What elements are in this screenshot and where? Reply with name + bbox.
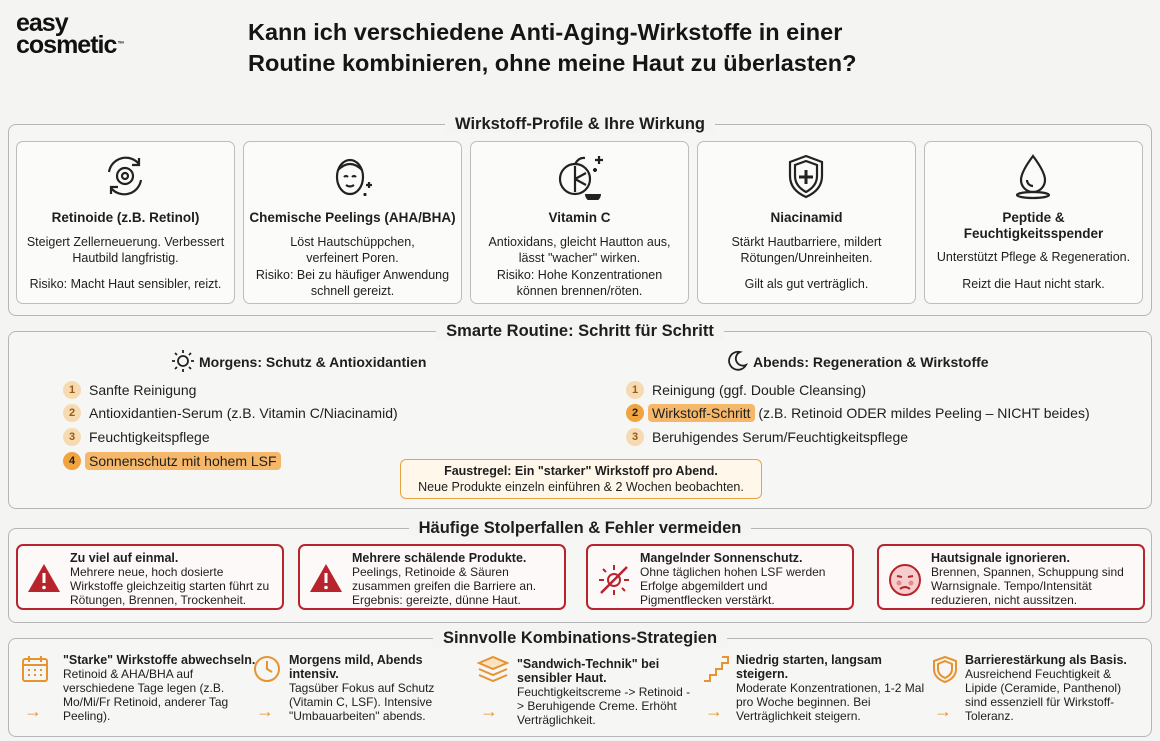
warning-icon (26, 562, 62, 594)
water-drop-icon (1009, 152, 1057, 200)
profile-risk: Reizt die Haut nicht stark. (962, 277, 1105, 291)
morning-heading: Morgens: Schutz & Antioxidantien (199, 353, 426, 371)
strategies-title: Sinnvolle Kombinations-Strategien (9, 628, 1151, 648)
profile-name: Vitamin C (548, 210, 611, 225)
profiles-section (8, 115, 1152, 316)
profile-risk: Risiko: Bei zu häufiger Anwendung schnell gereizt. (255, 268, 450, 298)
strategies-section (8, 629, 1152, 737)
sun-icon (171, 349, 195, 373)
profile-card-peptide (924, 141, 1143, 304)
pitfall-card: Zu viel auf einmal. Mehrere neue, hoch dosierte Wirkstoffe gleichzeitig starten führt zu Rötungen, Brennen, Trockenheit. (16, 544, 284, 610)
profiles-title: Wirkstoff-Profile & Ihre Wirkung (9, 114, 1151, 134)
evening-heading: Abends: Regeneration & Wirkstoffe (753, 353, 989, 371)
profile-risk: Risiko: Macht Haut sensibler, reizt. (29, 277, 222, 291)
warning-icon (308, 562, 344, 594)
profile-name: Niacinamid (770, 210, 843, 225)
strategy-item: → Morgens mild, Abends intensiv. Tagsüber Fokus auf Schutz (Vitamin C, LSF). Intensive "Umbauarbeiten" abends. (253, 653, 468, 733)
brand-logo (16, 9, 166, 59)
pitfalls-section (8, 519, 1152, 623)
citrus-icon (555, 152, 607, 200)
retinol-renewal-icon (101, 152, 149, 200)
arrow-icon: → (256, 701, 274, 721)
shield-plus-icon (782, 152, 830, 200)
brand-line2: cosmetic™ (16, 31, 125, 59)
pitfall-card: Mehrere schälende Produkte. Peelings, Retinoide & Säuren zusammen greifen die Barriere an. Ergebnis: gereizte, dünne Haut. (298, 544, 566, 610)
strategy-item: → "Sandwich-Technik" bei sensibler Haut. Feuchtigkeitscreme -> Retinoid -> Beruhigende Creme. Erhöht Verträglichkeit. (477, 653, 697, 733)
pitfall-card: Hautsignale ignorieren. Brennen, Spannen, Schuppung sind Warnsignale. Tempo/Intensität reduzieren, nicht aussitzen. (877, 544, 1145, 610)
profile-desc: Steigert Zellerneuerung. Verbessert Hautbild langfristig. (26, 235, 225, 265)
profile-card-niacinamid (697, 141, 916, 304)
profile-risk: Gilt als gut verträglich. (744, 277, 869, 291)
face-sparkle-icon (328, 152, 376, 200)
profile-card-vitamin-c (470, 141, 689, 304)
stairs-icon (702, 655, 732, 683)
profile-desc: Löst Hautschüppchen, verfeinert Poren. (290, 235, 415, 265)
profile-name: Chemische Peelings (AHA/BHA) (249, 210, 456, 225)
strategy-item: → "Starke" Wirkstoffe abwechseln. Retinoid & AHA/BHA auf verschiedene Tage legen (z.B. Mo/Mi/Fr Retinoid, anderer Tag Peeling). (21, 653, 251, 733)
routine-section: Smarte Routine: Schritt für Schritt Morgens: Schutz & Antioxidantien 1 Sanfte Reinigung 2 Antioxidantien-Serum (z.B. Vitamin C/Niacinamid) 3 Feuchtigkeitspflege 4 Sonnenschutz mit hohem LSF Abends: Regeneration & Wirkstoffe 1 Reinigung (ggf. Double Cleansing) 2 Wirkstoff-Schritt (z.B. Retinoid ODER mildes Peeling – NICHT beides) 3 Beruhigendes Serum/Feuchtigkeitspflege Faustregel: Ein "starker" Wirkstoff pro Abend. Neue Produkte einzeln einführen & 2 Wochen beobachten. (8, 331, 1152, 509)
no-sun-icon (596, 562, 632, 598)
pitfall-card: Mangelnder Sonnenschutz. Ohne täglichen hohen LSF werden Erfolge abgemildert und Pigmentflecken verstärkt. (586, 544, 854, 610)
arrow-icon: → (934, 701, 952, 721)
profile-desc: Stärkt Hautbarriere, mildert Rötungen/Unreinheiten. (731, 235, 882, 265)
profile-desc: Antioxidans, gleicht Hautton aus, lässt "wacher" wirken. (488, 235, 671, 265)
profile-card-retinoid (16, 141, 235, 304)
brand-line1: easy (16, 9, 68, 37)
irritated-face-icon (887, 562, 923, 598)
shield-icon (931, 655, 959, 683)
arrow-icon: → (480, 701, 498, 721)
page-title: Kann ich verschiedene Anti-Aging-Wirkstoffe in einer Routine kombinieren, ohne meine Haut zu überlasten? (248, 19, 857, 76)
moon-icon (725, 349, 749, 373)
clock-icon (253, 655, 281, 683)
calendar-icon (21, 655, 49, 683)
strategy-item: → Niedrig starten, langsam steigern. Moderate Konzentrationen, 1-2 Mal pro Woche beginnen. Bei Verträglichkeit steigern. (702, 653, 930, 733)
profile-desc: Unterstützt Pflege & Regeneration. (936, 250, 1131, 264)
profile-card-peeling (243, 141, 462, 304)
routine-title: Smarte Routine: Schritt für Schritt (9, 321, 1151, 341)
rule-of-thumb-box: Faustregel: Ein "starker" Wirkstoff pro Abend. Neue Produkte einzeln einführen & 2 Wochen beobachten. (400, 459, 762, 499)
profile-name: Peptide & Feuchtigkeitsspender (963, 210, 1104, 241)
arrow-icon: → (705, 701, 723, 721)
strategy-item: → Barrierestärkung als Basis. Ausreichend Feuchtigkeit & Lipide (Ceramide, Panthenol) sind essenziell für Wirkstoff-Toleranz. (931, 653, 1146, 733)
arrow-icon: → (24, 701, 42, 721)
pitfalls-title: Häufige Stolperfallen & Fehler vermeiden (9, 518, 1151, 538)
layers-icon (477, 655, 509, 683)
profile-name: Retinoide (z.B. Retinol) (51, 210, 200, 225)
profile-risk: Risiko: Hohe Konzentrationen können brennen/röten. (496, 268, 663, 298)
